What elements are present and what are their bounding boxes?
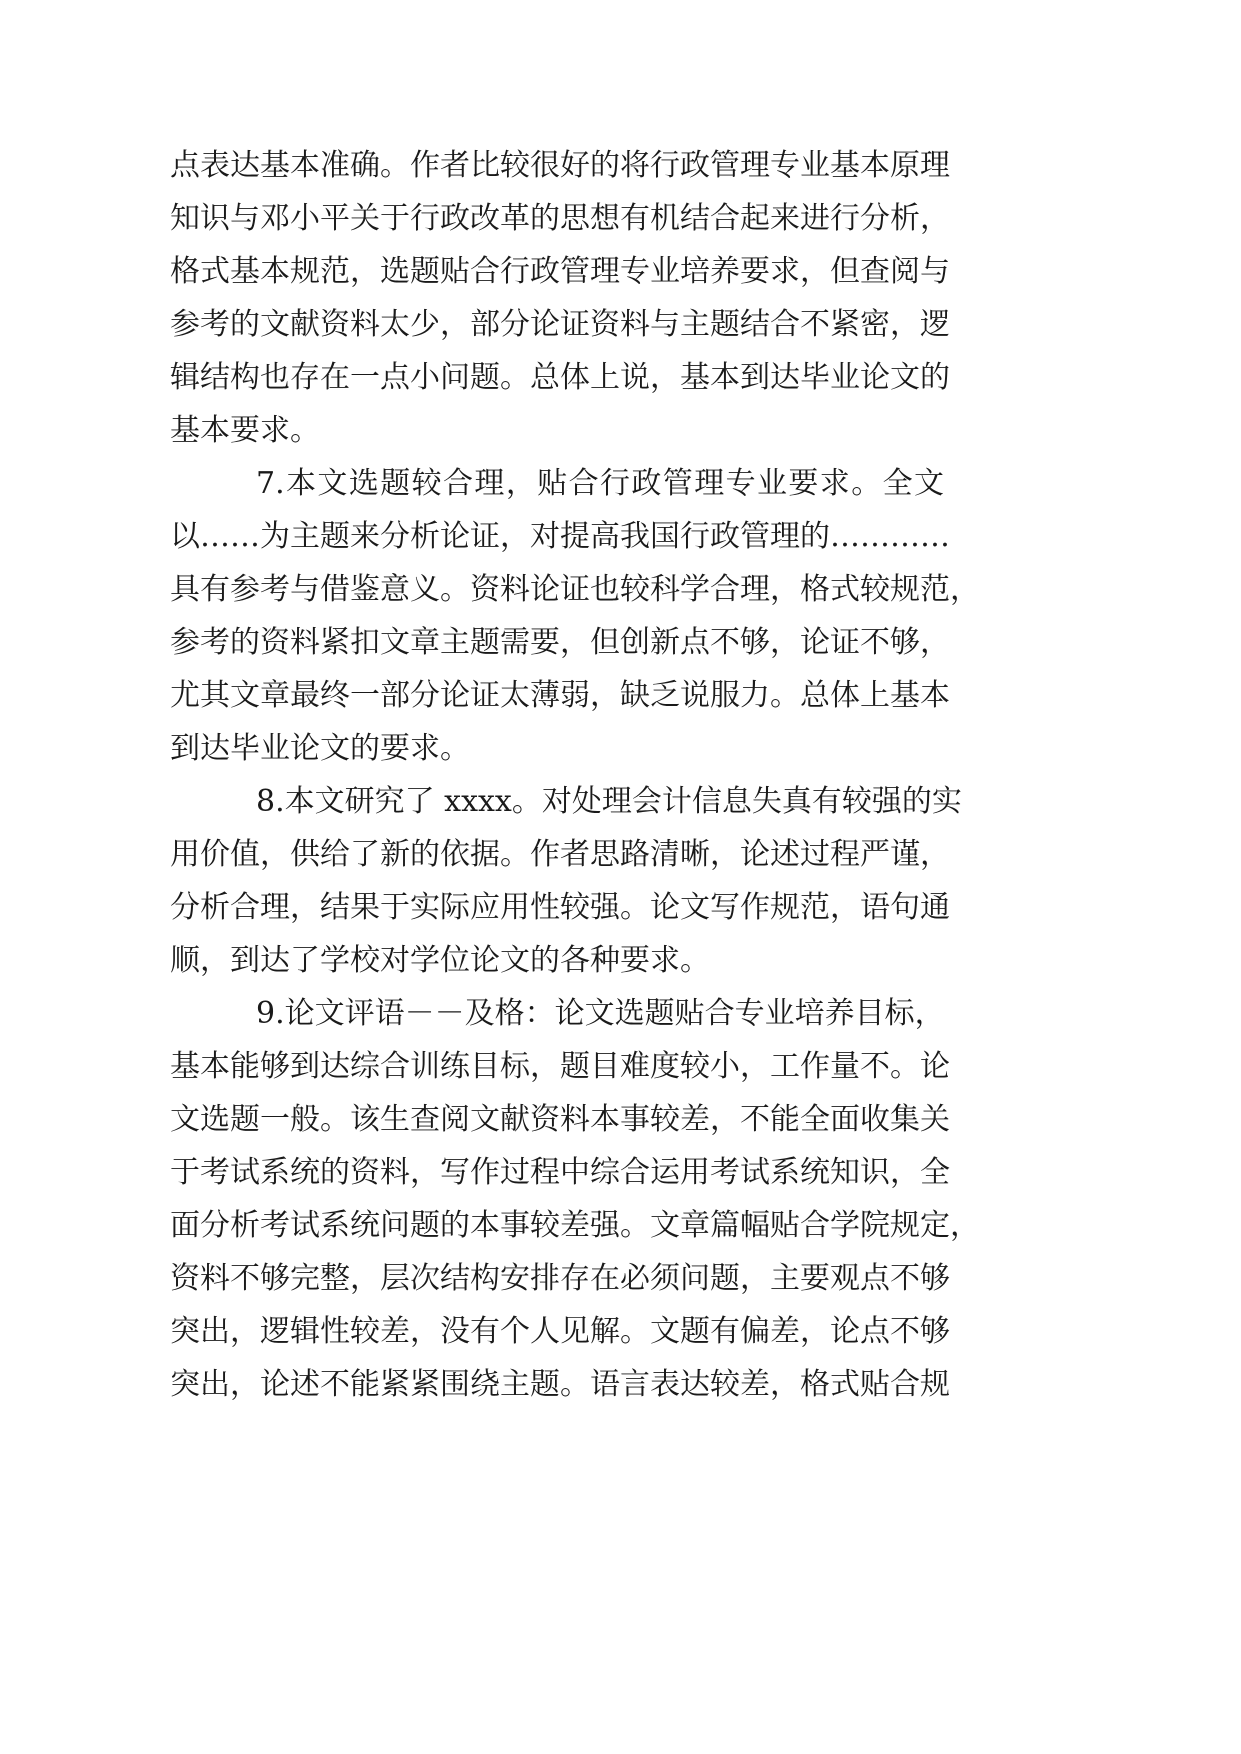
paragraph-9-line-5: 面分析考试系统问题的本事较差强。文章篇幅贴合学院规定， [170, 1208, 980, 1243]
paragraph-1-line-5: 辑结构也存在一点小问题。总体上说，基本到达毕业论文的 [170, 360, 950, 395]
paragraph-9-line-7: 突出，逻辑性较差，没有个人见解。文题有偏差，论点不够 [170, 1314, 950, 1349]
paragraph-7-line-3: 具有参考与借鉴意义。资料论证也较科学合理，格式较规范， [170, 572, 980, 607]
paragraph-1-line-4: 参考的文献资料太少，部分论证资料与主题结合不紧密，逻 [170, 307, 950, 342]
paragraph-9-line-8: 突出，论述不能紧紧围绕主题。语言表达较差，格式贴合规 [170, 1367, 950, 1402]
paragraph-1-line-2: 知识与邓小平关于行政改革的思想有机结合起来进行分析， [170, 201, 950, 236]
paragraph-8-line-2: 用价值，供给了新的依据。作者思路清晰，论述过程严谨， [170, 837, 950, 872]
paragraph-7-line-6: 到达毕业论文的要求。 [170, 731, 470, 766]
paragraph-8-line-1: 8.本文研究了 xxxx。对处理会计信息失真有较强的实 [256, 784, 962, 819]
paragraph-7-line-2: 以……为主题来分析论证，对提高我国行政管理的………… [170, 519, 950, 554]
paragraph-9-line-1: 9.论文评语－－及格：论文选题贴合专业培养目标， [256, 996, 945, 1031]
paragraph-8-line-3: 分析合理，结果于实际应用性较强。论文写作规范，语句通 [170, 890, 950, 925]
paragraph-1-line-1: 点表达基本准确。作者比较很好的将行政管理专业基本原理 [170, 148, 950, 183]
paragraph-9-line-6: 资料不够完整，层次结构安排存在必须问题，主要观点不够 [170, 1261, 950, 1296]
paragraph-7-line-5: 尤其文章最终一部分论证太薄弱，缺乏说服力。总体上基本 [170, 678, 950, 713]
paragraph-8-line-4: 顺，到达了学校对学位论文的各种要求。 [170, 943, 710, 978]
paragraph-1-line-3: 格式基本规范，选题贴合行政管理专业培养要求，但查阅与 [170, 254, 950, 289]
paragraph-9-line-3: 文选题一般。该生查阅文献资料本事较差，不能全面收集关 [170, 1102, 950, 1137]
paragraph-9-line-2: 基本能够到达综合训练目标，题目难度较小，工作量不。论 [170, 1049, 950, 1084]
paragraph-1-line-6: 基本要求。 [170, 413, 320, 448]
paragraph-7-line-1: 7.本文选题较合理，贴合行政管理专业要求。全文 [256, 466, 944, 501]
paragraph-9-line-4: 于考试系统的资料，写作过程中综合运用考试系统知识，全 [170, 1155, 950, 1190]
paragraph-7-line-4: 参考的资料紧扣文章主题需要，但创新点不够，论证不够， [170, 625, 950, 660]
